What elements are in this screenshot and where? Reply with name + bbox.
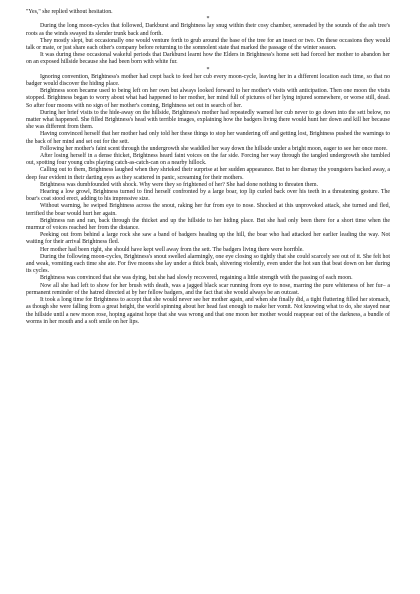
paragraph: After losing herself in a dense thicket, Brightness heard faint voices on the far side. Forcing her way through the tangled undergrowth she tumbled out, spotting four young cubs playing catch-as-catch-can on a nearby hillock. — [26, 153, 390, 167]
paragraph: Hearing a low growl, Brightness turned to find herself confronted by a large boar, top lip curled back over his teeth in a threatening gesture. The boar's coat stood erect, adding to his impressive size. — [26, 189, 390, 203]
section-one — [26, 23, 390, 66]
paragraph: Brightness was convinced that she was dying, but she had slowly recovered, regaining a little strength with the passing of each moon. — [40, 275, 353, 282]
paragraph: It took a long time for Brightness to accept that she would never see her mother again, and when she finally did, a tight fluttering filled her stomach, as though she were falling from a great height, the world spinning about her head fast enough to make her vomit. Not knowing what to do, she stayed near the hillside until a new moon rose, hoping against hope that she was wrong and that one moon her mother would reappear out of the darkness, a bundle of worms in her mouth and a soft smile on her lips. — [26, 297, 390, 325]
paragraph: Having convinced herself that her mother had only told her these things to stop her wandering off and getting lost, Brightness pushed the warnings to the back of her mind and set out for the sett. — [26, 131, 390, 145]
paragraph: Peeking out from behind a large rock she saw a band of badgers heading up the hill, the boar who had attacked her earlier leading the way. Not waiting for their arrival Brightness fled. — [26, 232, 390, 246]
paragraph: It was during these occasional wakeful periods that Darkburst learnt how the Elders in Brightness's home sett had forced her mother to abandon her on an exposed hillside because she had been born with white fur. — [26, 52, 390, 66]
paragraph: During the following moon-cycles, Brightness's snout swelled alarmingly, one eye closing so tightly that she could scarcely see out of it. She felt hot and weak, vomiting each time she ate. For five moons she lay under a thick bush, shivering violently, even under the hot sun that beat down on her during its cycles. — [26, 253, 390, 275]
section-separator: * — [206, 16, 210, 23]
paragraph: Brightness was dumbfounded with shock. Why were they so frightened of her? She had done nothing to threaten them. — [40, 181, 319, 188]
paragraph: Ignoring convention, Brightness's mother had crept back to feed her cub every moon-cycle, leaving her in a different location each time, so that no badger would discover the hiding place. — [26, 73, 390, 87]
paragraph: Brightness soon became used to being left on her own but always looked forward to her mother's visits with anticipation. Then one moon the visits stopped. Brightness began to worry about what had happened to her mother, her mind full of pictures of her lying injured somewhere, or worse still, dead. So after four moons with no sign of her mother's coming, Brightness set out in search of her. — [26, 88, 390, 109]
paragraph: Now all she had left to show for her brush with death, was a jagged black scar running from eye to nose, marring the pure whiteness of her fur– a permanent reminder of the hatred directed at by her fellow badgers, and the fact that she would always be an outcast. — [26, 282, 390, 296]
paragraph: Without warning, he swiped Brightness across the snout, raking her fur from eye to nose. Shocked at this unprovoked attack, she turned and fled, terrified the boar would hurt her again. — [26, 203, 390, 217]
paragraph: During her brief visits to the hide-away on the hillside, Brightness's mother had repeatedly warned her cub never to go down into the sett below, no matter what happened. She filled Brightness's head with terrible images, explaining how the badgers living there would hunt her down and kill her because she was different from them. — [26, 109, 390, 131]
opening-line: "Yes," she replied without hesitation. — [26, 9, 113, 15]
paragraph: Calling out to them, Brightness laughed when they shrieked their surprise at her sudden appearance. But to her dismay the youngsters backed away, a deep fear evident in their darting eyes as they scattered in panic, screaming for their mothers. — [26, 167, 390, 181]
document-page — [26, 9, 390, 589]
paragraph: Following her mother's faint scent through the undergrowth she waddled her way down the hillside under a bright moon, eager to see her once more. — [40, 145, 388, 152]
paragraph: Her mother had been right, she should have kept well away from the sett. The badgers living there were horrible. — [40, 246, 304, 253]
paragraph: Brightness ran and ran, back through the thicket and up the hillside to her hiding place. But she had only been there for a short time when the murmur of voices reached her from the distance. — [26, 217, 390, 232]
section-two — [26, 74, 390, 326]
section-separator: * — [206, 66, 210, 73]
paragraph: During the long moon-cycles that followed, Darkburst and Brightness lay snug within their cosy chamber, serenaded by the sounds of the ash tree's roots as the winds swayed its slender trunk back and forth. — [26, 23, 390, 37]
paragraph: They mostly slept, but occasionally one would venture forth to grub around the base of the tree for an insect or two. On these occasions they would talk or mate, or just share each other's company before returning to the somnolent state that marked the passage of the winter season. — [26, 37, 390, 51]
